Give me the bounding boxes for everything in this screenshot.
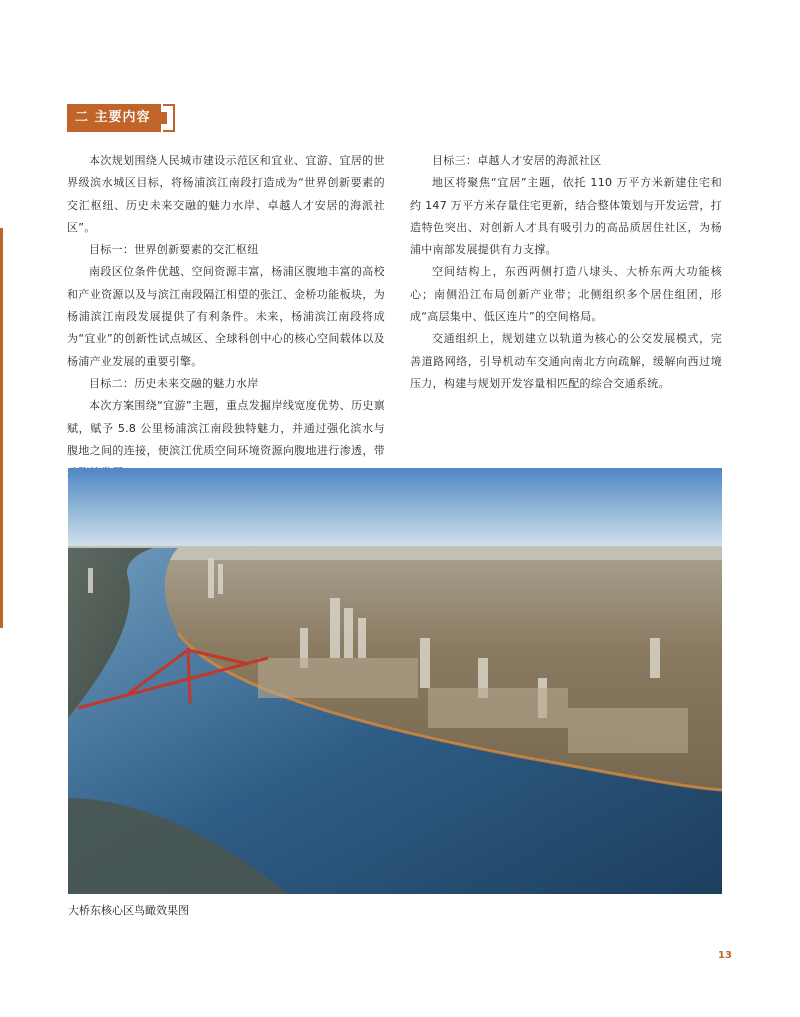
spatial-structure-paragraph: 空间结构上，东西两侧打造八埭头、大桥东两大功能核心；南侧沿江布局创新产业带；北侧组织多个居住组团，形成“高层集中、低区连片”的空间格局。 <box>410 265 722 324</box>
aerial-rendering-illustration <box>68 468 722 894</box>
section-title: 二 主要内容 <box>67 104 161 132</box>
left-text-column <box>67 150 385 484</box>
sky <box>68 468 722 558</box>
traffic-organization-paragraph: 交通组织上，规划建立以轨道为核心的公交发展模式，完善道路网络，引导机动车交通向南北方向疏解，缓解向西过境压力，构建与规划开发容量相匹配的综合交通系统。 <box>410 332 722 390</box>
goal-one-heading: 目标一：世界创新要素的交汇枢纽 <box>89 243 259 257</box>
goal-three-paragraph: 地区将聚焦“宜居”主题，依托 110 万平方米新建住宅和约 147 万平方米存量住宅更新，结合整体策划与开发运营，打造特色突出、对创新人才具有吸引力的高品质居住社区，为杨浦中南部发展提供有力支撑。 <box>410 176 722 257</box>
figure-caption: 大桥东核心区鸟瞰效果图 <box>68 904 189 917</box>
right-text-column <box>410 150 722 395</box>
goal-two-paragraph: 本次方案围绕“宜游”主题，重点发掘岸线宽度优势、历史禀赋，赋予 5.8 公里杨浦滨江南段独特魅力，并通过强化滨水与腹地之间的连接，使滨江优质空间环境资源向腹地进行渗透，带 <box>67 399 385 457</box>
goal-one-paragraph: 南段区位条件优越、空间资源丰富，杨浦区腹地丰富的高校和产业资源以及与滨江南段隔江相望的张江、金桥功能板块，为杨浦滨江南段发展提供了有利条件。未来，杨浦滨江南段将成为“宜业”的创新性试点城区、全球科创中心的核心空间载体以及杨浦产业发展的重要引擎。 <box>67 265 385 368</box>
intro-paragraph: 本次规划围绕人民城市建设示范区和宜业、宜游、宜居的世界级滨水城区目标，将杨浦滨江南段打造成为“世界创新要素的交汇枢纽、历史未来交融的魅力水岸、卓越人才安居的海派社区”。 <box>67 154 385 234</box>
goal-two-heading: 目标二：历史未来交融的魅力水岸 <box>89 376 259 390</box>
goal-three-heading: 目标三：卓越人才安居的海派社区 <box>432 154 602 167</box>
page-number: 13 <box>718 950 732 961</box>
left-accent-bar <box>0 228 3 628</box>
section-header <box>67 104 177 132</box>
aerial-rendering-image <box>68 468 722 894</box>
section-title-bracket <box>163 104 175 132</box>
